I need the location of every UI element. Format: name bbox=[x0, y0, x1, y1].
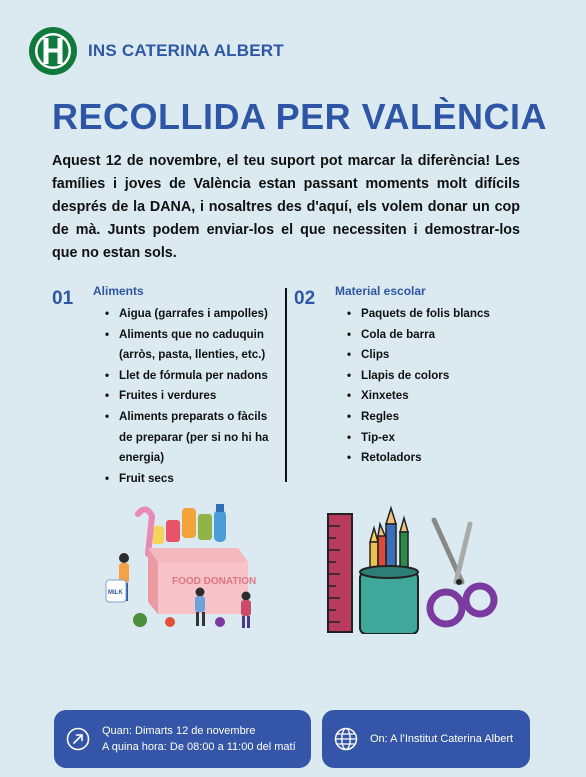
where-info-card bbox=[322, 710, 530, 768]
list-item: • Retoladors bbox=[347, 448, 527, 469]
list-item: • Fruites i verdures bbox=[105, 386, 283, 407]
list-item: • Llet de fórmula per nadons bbox=[105, 366, 283, 387]
section-title: Material escolar bbox=[335, 284, 426, 298]
column-divider bbox=[285, 288, 287, 482]
supplies-list bbox=[347, 304, 527, 469]
list-item: • Aliments que no caduquin (arròs, pasta, llenties, etc.) bbox=[105, 325, 283, 366]
school-supplies-illustration bbox=[322, 502, 502, 634]
arrow-up-right-icon bbox=[66, 727, 90, 751]
school-name: INS CATERINA ALBERT bbox=[88, 41, 284, 60]
date-text: Quan: Dimarts 12 de novembre bbox=[102, 725, 256, 737]
section-title: Aliments bbox=[93, 284, 144, 298]
intro-paragraph: Aquest 12 de novembre, el teu suport pot marcar la diferència! Les famílies i joves de València estan passant moments molt difícils després de la DANA, i nosaltres des d'aquí, els volem donar un cop de mà. Junts podem enviar-los el que necessiten i demostrar-los que no estan sols. bbox=[52, 153, 520, 261]
list-item: • Llapis de colors bbox=[347, 366, 527, 387]
list-item: • Regles bbox=[347, 407, 527, 428]
list-item: • Fruit secs bbox=[105, 469, 283, 490]
food-box-label: FOOD DONATION bbox=[172, 576, 257, 587]
location-text: On: A l’Institut Caterina Albert bbox=[370, 733, 514, 745]
time-text: A quina hora: De 08:00 a 11:00 del matí bbox=[102, 741, 296, 753]
section-number: 01 bbox=[52, 288, 74, 309]
milk-jar-label: MILK bbox=[108, 590, 123, 596]
header bbox=[28, 26, 284, 76]
school-logo-icon bbox=[28, 26, 78, 76]
when-info-card bbox=[54, 710, 311, 768]
list-item: • Aliments preparats o fàcils de preparar (per si no hi ha energia) bbox=[105, 407, 283, 469]
list-item: • Cola de barra bbox=[347, 325, 527, 346]
food-list bbox=[105, 304, 283, 489]
section-number: 02 bbox=[294, 288, 316, 309]
when-info-text bbox=[102, 723, 296, 755]
globe-icon bbox=[334, 727, 358, 751]
food-donation-illustration bbox=[100, 500, 265, 630]
list-item: • Aigua (garrafes i ampolles) bbox=[105, 304, 283, 325]
list-item: • Tip-ex bbox=[347, 428, 527, 449]
list-item: • Clips bbox=[347, 345, 527, 366]
list-item: • Xinxetes bbox=[347, 386, 527, 407]
list-item: • Paquets de folis blancs bbox=[347, 304, 527, 325]
page-title: RECOLLIDA PER VALÈNCIA bbox=[52, 96, 548, 137]
